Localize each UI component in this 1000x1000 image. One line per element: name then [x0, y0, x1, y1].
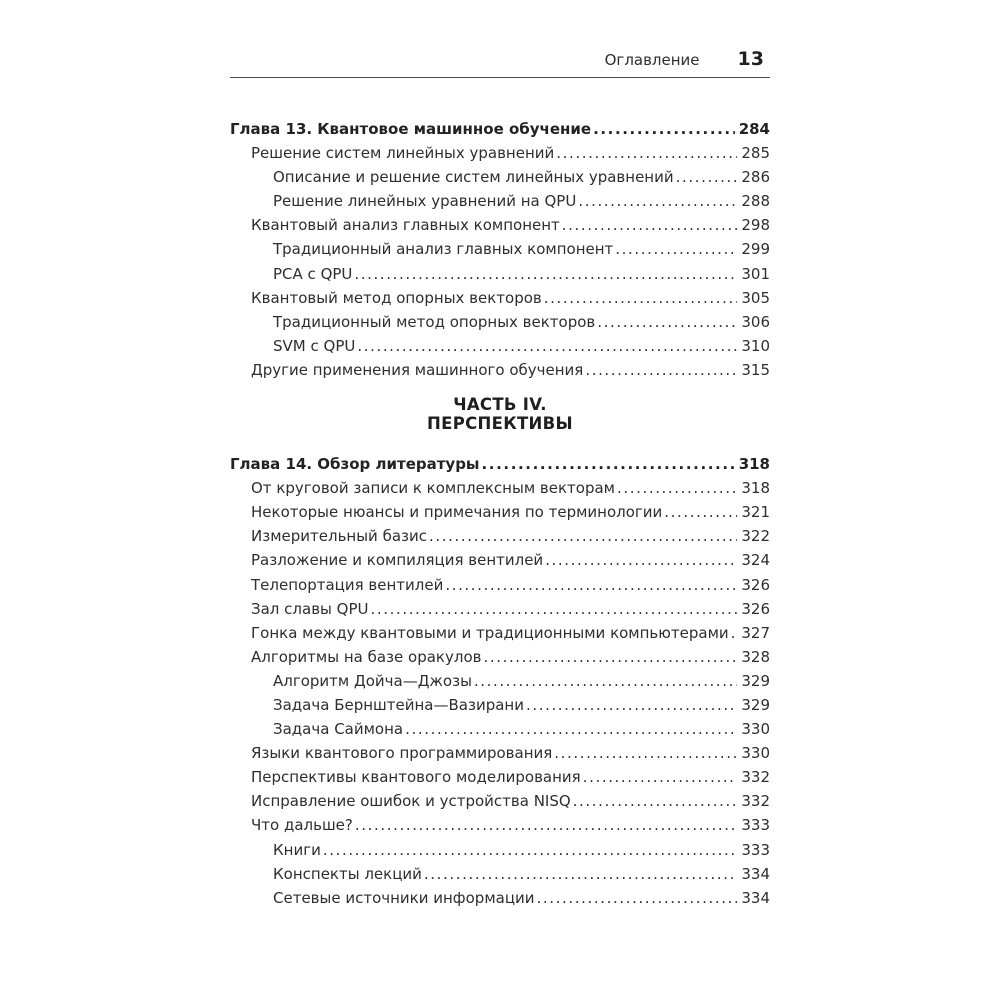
toc-entry: [230, 237, 770, 261]
toc-entry-page: 332: [741, 768, 770, 787]
toc-entry-page: 333: [741, 816, 770, 835]
toc-entry-title: Алгоритмы на базе оракулов: [251, 647, 482, 666]
toc-entry-title: Описание и решение систем линейных уравнений: [273, 168, 674, 187]
toc-leader-dots: [544, 286, 738, 310]
toc-entry-title: Решение систем линейных уравнений: [251, 144, 555, 163]
toc-entry-title: Глава 13. Квантовое машинное обучение: [230, 120, 592, 138]
toc-entry: [230, 813, 770, 837]
toc-leader-dots: [482, 452, 735, 476]
toc-leader-dots: [583, 765, 738, 789]
running-head-title: Оглавление: [604, 51, 700, 69]
toc-entry-title: Решение линейных уравнений на QPU: [273, 192, 577, 211]
toc-leader-dots: [405, 717, 737, 741]
toc-entry-page: 322: [741, 527, 770, 546]
toc-leader-dots: [323, 838, 738, 862]
toc-entry-page: 334: [741, 888, 770, 907]
toc-entry: [230, 358, 770, 382]
toc-entry-page: 284: [738, 120, 770, 138]
toc-leader-dots: [593, 117, 735, 141]
toc-entry-title: Сетевые источники информации: [273, 888, 535, 907]
toc-entry: [230, 524, 770, 548]
toc-entry-page: 301: [741, 264, 770, 283]
toc-entry-page: 318: [741, 479, 770, 498]
toc-entry: [230, 310, 770, 334]
toc-entry-title: Квантовый метод опорных векторов: [251, 288, 542, 307]
toc-entry: [230, 548, 770, 572]
toc-page: [230, 48, 770, 910]
toc-entry-page: 298: [741, 216, 770, 235]
toc-entry-page: 328: [741, 647, 770, 666]
toc-entry: [230, 189, 770, 213]
toc-entry-page: 333: [741, 840, 770, 859]
toc-leader-dots: [617, 476, 737, 500]
toc-entry-title: Телепортация вентилей: [251, 575, 444, 594]
toc-entry-title: SVM с QPU: [273, 336, 356, 355]
toc-leader-dots: [664, 500, 737, 524]
part-heading: [230, 395, 770, 433]
toc-entry-title: Другие применения машинного обучения: [251, 360, 584, 379]
toc-entry: [230, 765, 770, 789]
toc-entry-title: Конспекты лекций: [273, 864, 422, 883]
toc-leader-dots: [354, 262, 737, 286]
toc-entry: [230, 262, 770, 286]
toc-entry-title: Исправление ошибок и устройства NISQ: [251, 792, 571, 811]
toc-entry: [230, 573, 770, 597]
toc-entry-title: Книги: [273, 840, 321, 859]
toc-entry-title: Измерительный базис: [251, 527, 427, 546]
toc-entry: [230, 597, 770, 621]
toc-entry: [230, 117, 770, 141]
toc-entry-title: Задача Саймона: [273, 720, 404, 739]
toc-entry: [230, 452, 770, 476]
toc-entry: [230, 886, 770, 910]
toc-leader-dots: [526, 693, 737, 717]
toc-leader-dots: [597, 310, 737, 334]
toc-entry: [230, 862, 770, 886]
toc-entry: [230, 500, 770, 524]
toc-entry-page: 318: [738, 455, 770, 474]
toc-entry-page: 330: [741, 720, 770, 739]
toc-leader-dots: [731, 621, 738, 645]
toc-entry-title: Традиционный метод опорных векторов: [273, 312, 596, 331]
toc-entry-page: 329: [741, 671, 770, 690]
toc-leader-dots: [545, 548, 737, 572]
toc-entry: [230, 838, 770, 862]
toc-entry-page: 327: [741, 623, 770, 642]
toc-entry-page: 326: [741, 575, 770, 594]
toc-entry: [230, 621, 770, 645]
toc-entry: [230, 141, 770, 165]
toc-entry: [230, 717, 770, 741]
toc-entry-page: 334: [741, 864, 770, 883]
toc-entry-page: 310: [741, 336, 770, 355]
toc-entry-page: 326: [741, 599, 770, 618]
header-rule: [230, 77, 770, 78]
toc-leader-dots: [483, 645, 737, 669]
toc-entry: [230, 476, 770, 500]
toc-entry-title: Разложение и компиляция вентилей: [251, 551, 544, 570]
toc-leader-dots: [578, 189, 737, 213]
part-heading-line: ЧАСТЬ IV.: [453, 395, 547, 415]
toc-entry-page: 329: [741, 695, 770, 714]
toc-leader-dots: [676, 165, 738, 189]
toc-entry-title: Квантовый анализ главных компонент: [251, 216, 560, 235]
toc-leader-dots: [357, 334, 737, 358]
toc-sections: [230, 117, 770, 910]
toc-entry-title: Алгоритм Дойча—Джозы: [273, 671, 472, 690]
toc-entry: [230, 789, 770, 813]
toc-leader-dots: [554, 741, 737, 765]
toc-entry: [230, 334, 770, 358]
toc-leader-dots: [573, 789, 738, 813]
toc-entry: [230, 669, 770, 693]
running-head-page-number: 13: [737, 48, 764, 70]
toc-entry-title: Перспективы квантового моделирования: [251, 768, 581, 787]
toc-leader-dots: [615, 237, 737, 261]
toc-entry: [230, 741, 770, 765]
toc-entry-page: 288: [741, 192, 770, 211]
toc-leader-dots: [370, 597, 737, 621]
toc-leader-dots: [424, 862, 737, 886]
running-head: [230, 48, 770, 70]
toc-entry-title: Языки квантового программирования: [251, 744, 553, 763]
toc-entry-title: От круговой записи к комплексным векторам: [251, 479, 615, 498]
toc-entry-page: 321: [741, 503, 770, 522]
toc-leader-dots: [562, 213, 738, 237]
toc-entry-title: Некоторые нюансы и примечания по терминологии: [251, 503, 663, 522]
part-heading-line: ПЕРСПЕКТИВЫ: [427, 414, 573, 434]
toc-entry-page: 330: [741, 744, 770, 763]
toc-entry-title: Традиционный анализ главных компонент: [273, 240, 614, 259]
toc-entry-page: 286: [741, 168, 770, 187]
toc-entry-title: Зал славы QPU: [251, 599, 369, 618]
toc-leader-dots: [537, 886, 738, 910]
toc-entry: [230, 645, 770, 669]
toc-entry-page: 305: [741, 288, 770, 307]
toc-entry: [230, 286, 770, 310]
toc-leader-dots: [445, 573, 737, 597]
toc-entry-title: PCA с QPU: [273, 264, 353, 283]
toc-entry: [230, 693, 770, 717]
toc-entry-page: 285: [741, 144, 770, 163]
toc-entry: [230, 213, 770, 237]
toc-entry-title: Задача Бернштейна—Вазирани: [273, 695, 524, 714]
toc-entry-title: Что дальше?: [251, 816, 353, 835]
toc-leader-dots: [556, 141, 737, 165]
toc-entry-title: Гонка между квантовыми и традиционными компьютерами: [251, 623, 729, 642]
toc-entry-page: 299: [741, 240, 770, 259]
toc-entry-page: 332: [741, 792, 770, 811]
toc-leader-dots: [585, 358, 737, 382]
toc-entry: [230, 165, 770, 189]
toc-entry-title: Глава 14. Обзор литературы: [230, 455, 480, 474]
toc-leader-dots: [429, 524, 737, 548]
toc-leader-dots: [355, 813, 737, 837]
toc-entry-page: 324: [741, 551, 770, 570]
toc-leader-dots: [474, 669, 737, 693]
toc-entry-page: 306: [741, 312, 770, 331]
toc-entry-page: 315: [741, 360, 770, 379]
